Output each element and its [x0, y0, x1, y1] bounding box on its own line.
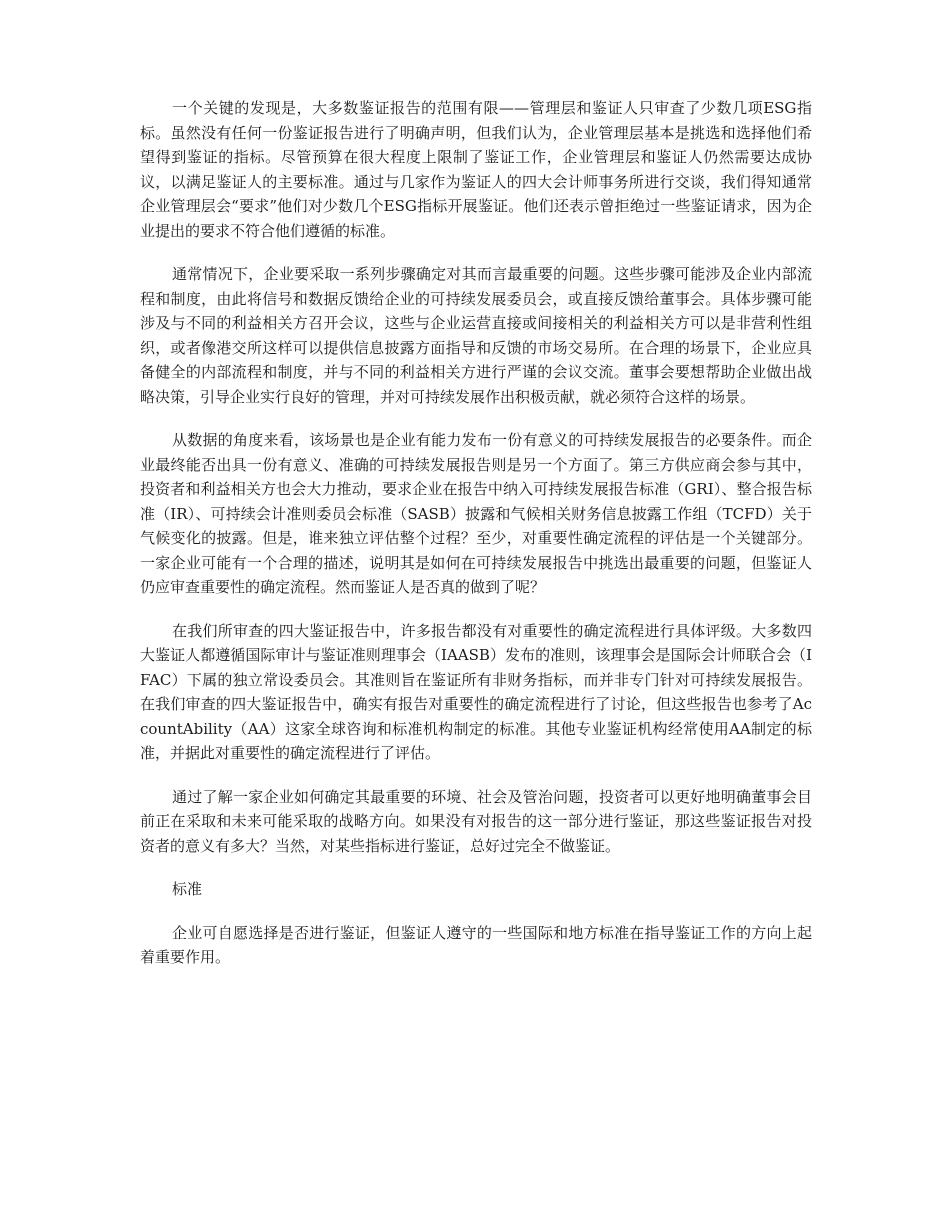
section-heading: 标准: [172, 880, 203, 898]
paragraph-4: 在我们所审查的四大鉴证报告中，许多报告都没有对重要性的确定流程进行具体评级。大多数四大鉴证人都遵循国际审计与鉴证准则理事会（IAASB）发布的准则，该理事会是国际会计师联合会（IFAC）下属的独立常设委员会。其准则旨在鉴证所有非财务指标，而并非专门针对可持续发展报告。在我们审查的四大鉴证报告中，确实有报告对重要性的确定流程进行了讨论，但这些报告也参考了AccountAbility（AA）这家全球咨询和标准机构制定的标准。其他专业鉴证机构经常使用AA制定的标准，并据此对重要性的确定流程进行了评估。: [140, 621, 812, 762]
paragraph-5: 通过了解一家企业如何确定其最重要的环境、社会及管治问题，投资者可以更好地明确董事会目前正在采取和未来可能采取的战略方向。如果没有对报告的这一部分进行鉴证，那这些鉴证报告对投资者的意义有多大？当然，对某些指标进行鉴证，总好过完全不做鉴证。: [140, 787, 812, 855]
document-page: [140, 96, 812, 989]
paragraph-3: 从数据的角度来看，该场景也是企业有能力发布一份有意义的可持续发展报告的必要条件。而企业最终能否出具一份有意义、准确的可持续发展报告则是另一个方面了。第三方供应商会参与其中，投资者和利益相关方也会大力推动，要求企业在报告中纳入可持续发展报告标准（GRI）、整合报告标准（IR）、可持续会计准则委员会标准（SASB）披露和气候相关财务信息披露工作组（TCFD）关于气候变化的披露。但是，谁来独立评估整个过程？至少，对重要性确定流程的评估是一个关键部分。一家企业可能有一个合理的描述，说明其是如何在可持续发展报告中挑选出最重要的问题，但鉴证人仍应审查重要性的确定流程。然而鉴证人是否真的做到了呢？: [140, 431, 812, 596]
paragraph-closing: 企业可自愿选择是否进行鉴证，但鉴证人遵守的一些国际和地方标准在指导鉴证工作的方向上起着重要作用。: [140, 923, 812, 966]
paragraph-1: 一个关键的发现是，大多数鉴证报告的范围有限——管理层和鉴证人只审查了少数几项ESG指标。虽然没有任何一份鉴证报告进行了明确声明，但我们认为，企业管理层基本是挑选和选择他们希望得到鉴证的指标。尽管预算在很大程度上限制了鉴证工作，企业管理层和鉴证人仍然需要达成协议，以满足鉴证人的主要标准。通过与几家作为鉴证人的四大会计师事务所进行交谈，我们得知通常企业管理层会“要求”他们对少数几个ESG指标开展鉴证。他们还表示曾拒绝过一些鉴证请求，因为企业提出的要求不符合他们遵循的标准。: [140, 99, 812, 240]
paragraph-2: 通常情况下，企业要采取一系列步骤确定对其而言最重要的问题。这些步骤可能涉及企业内部流程和制度，由此将信号和数据反馈给企业的可持续发展委员会，或直接反馈给董事会。具体步骤可能涉及与不同的利益相关方召开会议，这些与企业运营直接或间接相关的利益相关方可以是非营利性组织，或者像港交所这样可以提供信息披露方面指导和反馈的市场交易所。在合理的场景下，企业应具备健全的内部流程和制度，并与不同的利益相关方进行严谨的会议交流。董事会要想帮助企业做出战略决策，引导企业实行良好的管理，并对可持续发展作出积极贡献，就必须符合这样的场景。: [140, 265, 812, 406]
